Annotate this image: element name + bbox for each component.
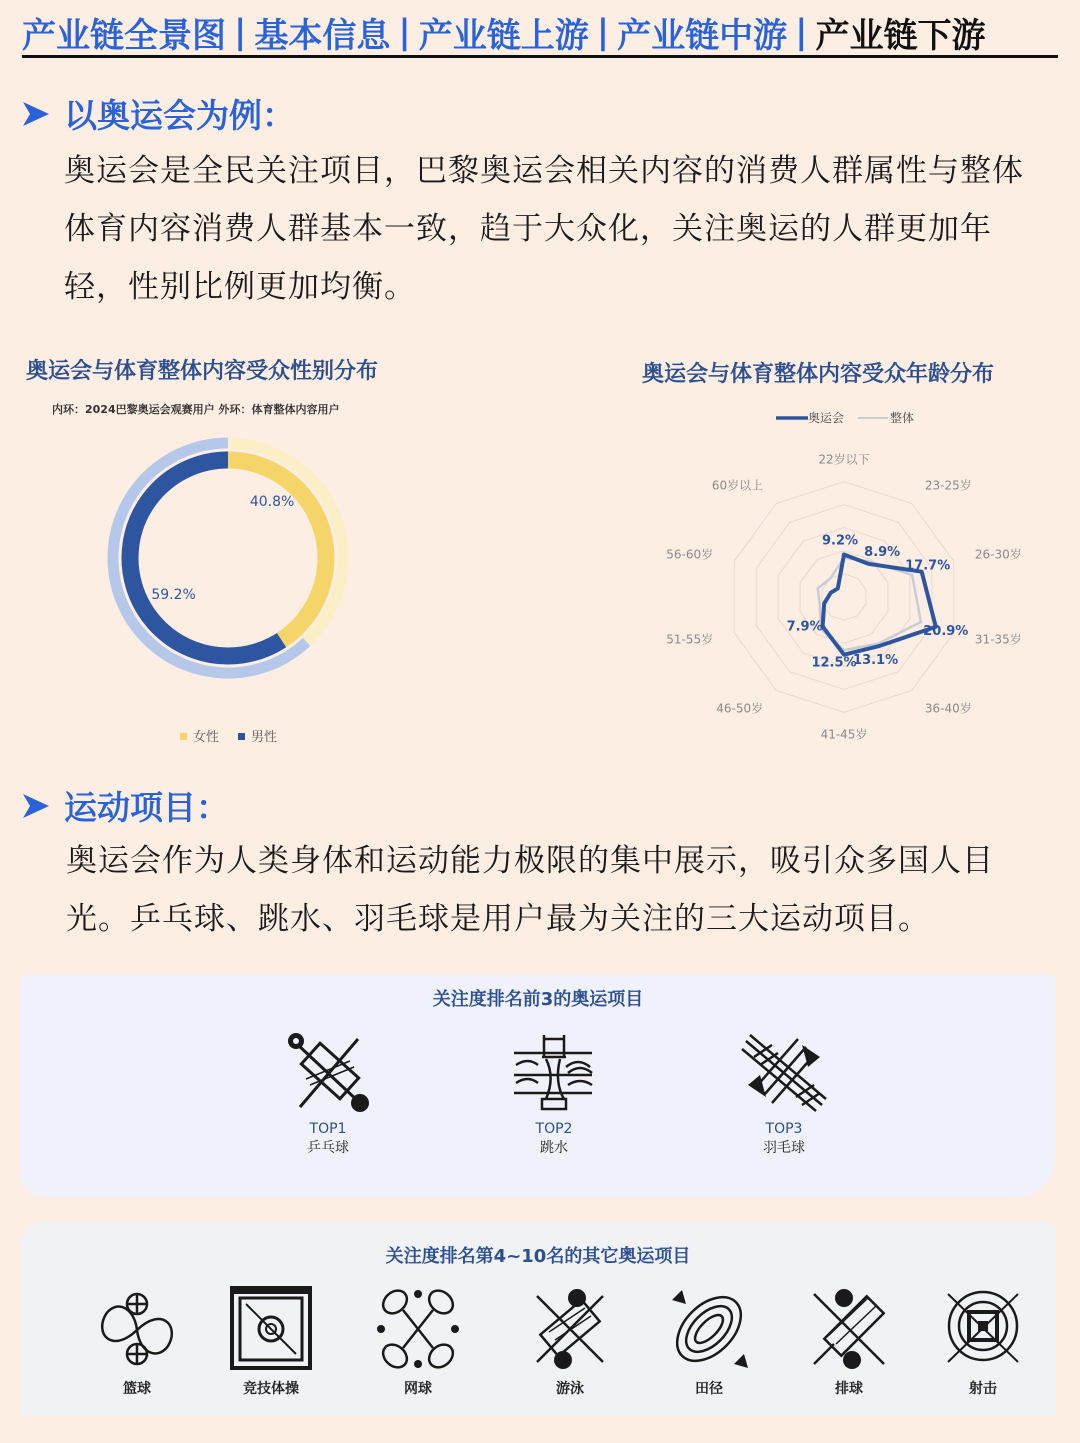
sport-card-tennis [363,1284,473,1398]
sport-name: 排球 [835,1381,863,1397]
radar-data-label: 9.2% [821,533,859,549]
radar-data-label: 12.5% [811,655,857,671]
legend-male-swatch [238,733,245,740]
donut-data-label: 40.8% [249,494,295,511]
athletics-icon [664,1284,754,1374]
section-sports-header [20,782,229,829]
nav-underline [22,55,1058,58]
top3-panel-title: 关注度排名前3的奥运项目 [432,989,644,1010]
tennis-icon [373,1284,463,1374]
tab-industry-panorama[interactable]: 产业链全景图 [22,15,226,56]
legend-olympics-label: 奥运会 [808,411,845,425]
nav-separator: | [596,12,610,52]
sport-card-diving [494,1027,614,1157]
sport-name: 乒乓球 [307,1140,349,1156]
legend-female-label: 女性 [193,730,220,745]
top3-panel [20,975,1056,1197]
gender-chart-title: 奥运会与体育整体内容受众性别分布 [26,359,379,384]
nav-separator: | [795,12,808,52]
sport-rank: TOP2 [535,1121,573,1137]
table-tennis-icon [280,1027,376,1117]
section-title: 运动项目： [64,788,229,827]
sport-card-badminton [724,1027,844,1157]
radar-data-label: 8.9% [864,544,901,560]
gender-legend [176,724,316,748]
sport-card-table-tennis [268,1027,388,1157]
age-legend [772,408,932,428]
tab-upstream[interactable]: 产业链上游 [418,15,589,56]
radar-axis-label: 31-35岁 [974,632,1022,647]
section-olympics-header [20,90,295,137]
inner-ring-slice-male [130,460,282,656]
others-panel [20,1222,1056,1416]
tab-midstream[interactable]: 产业链中游 [617,15,788,56]
sport-card-gymnastics [216,1284,326,1398]
radar-data-label: 20.9% [923,623,969,639]
radar-axis-label: 41-45岁 [820,727,868,742]
tab-downstream[interactable]: 产业链下游 [815,15,986,56]
sport-rank: TOP3 [765,1121,803,1137]
radar-axis-label: 36-40岁 [924,701,972,716]
basketball-icon [92,1284,182,1374]
radar-axis-label: 26-30岁 [974,547,1022,562]
tab-basic-info[interactable]: 基本信息 [254,15,391,56]
radar-axis-label: 23-25岁 [924,478,972,493]
gymnastics-icon [226,1284,316,1374]
sport-rank: TOP1 [309,1121,347,1137]
diving-icon [506,1027,602,1117]
nav-separator: | [398,12,411,52]
radar-grid-ring [734,482,954,713]
radar-axis-label: 51-55岁 [666,632,714,647]
radar-axis-label: 60岁以上 [711,478,764,493]
section-paragraph: 奥运会作为人类身体和运动能力极限的集中展示，吸引众多国人目光。乒乓球、跳水、羽毛球是用户最为关注的三大运动项目。 [66,843,994,937]
sport-name: 田径 [695,1381,723,1397]
section-title: 以奥运会为例： [64,96,295,135]
shooting-icon [938,1284,1028,1374]
radar-data-label: 13.1% [853,652,899,668]
radar-axis-label: 56-60岁 [666,547,714,562]
volleyball-icon [804,1284,894,1374]
legend-overall-label: 整体 [890,411,915,425]
age-radar-chart [636,432,1056,752]
sport-card-shooting [928,1284,1038,1398]
arrow-right-icon [20,98,52,130]
top-nav [22,8,1058,56]
age-chart-title: 奥运会与体育整体内容受众年龄分布 [642,362,995,387]
sport-name: 射击 [969,1381,997,1397]
sport-name: 篮球 [123,1381,151,1397]
sport-card-basketball [82,1284,192,1398]
badminton-icon [736,1027,832,1117]
radar-axis-label: 22岁以下 [818,452,870,467]
gender-donut-chart [78,408,378,708]
sport-name: 羽毛球 [763,1140,805,1156]
swimming-icon [525,1284,615,1374]
sport-name: 网球 [404,1381,432,1397]
nav-separator: | [234,12,247,52]
sport-card-swimming [515,1284,625,1398]
inner-ring-slice-female [228,460,326,640]
sport-name: 游泳 [556,1381,584,1397]
donut-data-label: 59.2% [151,586,196,603]
sport-card-athletics [654,1284,764,1398]
arrow-right-icon [20,790,52,822]
legend-male-label: 男性 [251,730,278,745]
radar-axis-label: 46-50岁 [716,701,764,716]
radar-data-label: 7.9% [786,619,823,635]
legend-female-swatch [180,733,187,740]
section-paragraph: 奥运会是全民关注项目，巴黎奥运会相关内容的消费人群属性与整体体育内容消费人群基本一致，趋于大众化，关注奥运的人群更加年轻，性别比例更加均衡。 [64,153,1024,305]
others-panel-title: 关注度排名第4~10名的其它奥运项目 [385,1246,691,1267]
gender-chart-subtitle: 内环：2024巴黎奥运会观赛用户 外环：体育整体内容用户 [52,403,340,416]
sport-name: 竞技体操 [243,1381,299,1397]
sport-card-volleyball [794,1284,904,1398]
sport-name: 跳水 [540,1140,568,1156]
radar-data-label: 17.7% [905,558,951,574]
